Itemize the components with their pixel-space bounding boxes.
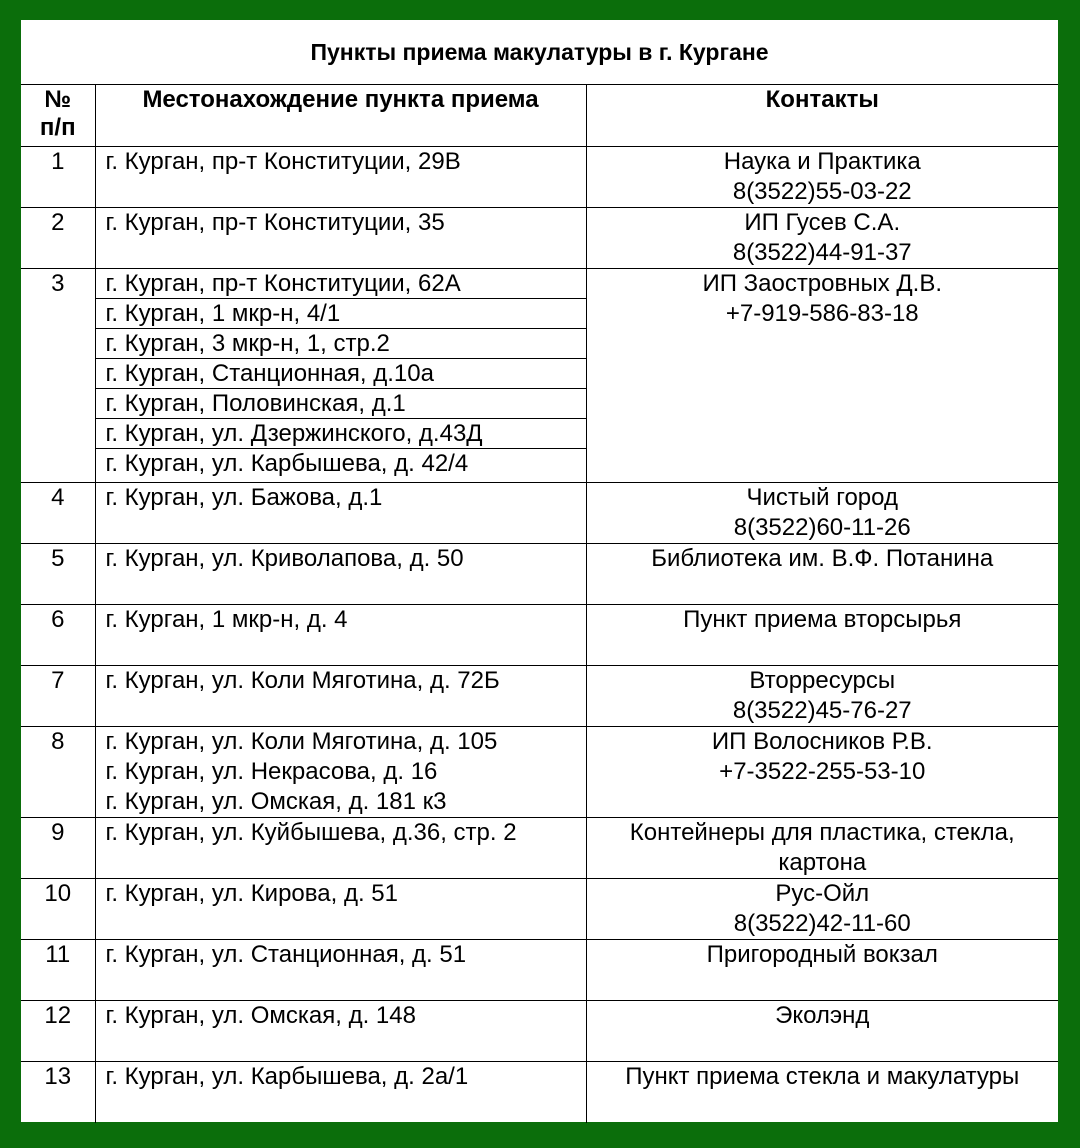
row-number: 1 xyxy=(21,147,95,208)
address-line: г. Курган, пр-т Конституции, 35 xyxy=(105,209,445,236)
document-sheet xyxy=(21,20,1058,1122)
table-row xyxy=(21,727,1058,818)
contact-line: +7-3522-255-53-10 xyxy=(719,758,926,785)
contact-line: Пригородный вокзал xyxy=(706,941,938,968)
table-row xyxy=(21,208,1058,269)
address-line: г. Курган, ул. Некрасова, д. 16 xyxy=(105,758,438,785)
table-row xyxy=(21,269,1058,483)
contact-line: 8(3522)55-03-22 xyxy=(732,178,912,205)
row-address-cell xyxy=(95,666,586,727)
contact-line: ИП Волосников Р.В. xyxy=(711,728,933,755)
row-address-cell xyxy=(95,1001,586,1062)
table-row xyxy=(21,605,1058,666)
address-line: г. Курган, ул. Коли Мяготина, д. 72Б xyxy=(105,667,500,694)
table-row xyxy=(21,1001,1058,1062)
header-number-line2: п/п xyxy=(39,114,76,141)
header-row xyxy=(21,85,1058,147)
row-address-cell xyxy=(95,269,586,483)
row-number: 10 xyxy=(21,879,95,940)
row-contact-cell xyxy=(586,879,1058,940)
table-row xyxy=(21,544,1058,605)
row-contact-cell xyxy=(586,940,1058,1001)
row-contact-cell xyxy=(586,208,1058,269)
contact-line: 8(3522)42-11-60 xyxy=(733,910,911,937)
table-row xyxy=(21,147,1058,208)
row-number: 12 xyxy=(21,1001,95,1062)
contact-line: ИП Заостровных Д.В. xyxy=(702,270,943,297)
row-address-cell xyxy=(95,147,586,208)
row-contact-cell xyxy=(586,269,1058,483)
row-address-cell xyxy=(95,727,586,818)
row-address-cell xyxy=(95,544,586,605)
contact-line: 8(3522)60-11-26 xyxy=(733,514,911,541)
contact-line: Вторресурсы xyxy=(749,667,896,694)
table-body xyxy=(21,147,1058,1123)
table-row xyxy=(21,1062,1058,1123)
contact-line: Контейнеры для пластика, стекла, xyxy=(629,819,1015,846)
row-address-cell xyxy=(95,940,586,1001)
address-line: г. Курган, ул. Дзержинского, д.43Д xyxy=(96,419,586,449)
address-line: г. Курган, ул. Омская, д. 181 к3 xyxy=(105,788,447,815)
row-number: 4 xyxy=(21,483,95,544)
contact-line: Пункт приема вторсырья xyxy=(683,606,962,633)
row-contact-cell xyxy=(586,147,1058,208)
column-header-location: Местонахождение пункта приема xyxy=(95,85,586,147)
column-header-number xyxy=(21,85,95,147)
address-line: г. Курган, пр-т Конституции, 62А xyxy=(96,269,586,299)
row-number: 3 xyxy=(21,269,95,483)
address-line: г. Курган, ул. Куйбышева, д.36, стр. 2 xyxy=(105,819,517,846)
contact-line: картона xyxy=(778,849,867,876)
contact-line: Чистый город xyxy=(746,484,898,511)
address-line: г. Курган, ул. Кирова, д. 51 xyxy=(105,880,398,907)
table-row xyxy=(21,940,1058,1001)
row-contact-cell xyxy=(586,666,1058,727)
address-line: г. Курган, 1 мкр-н, 4/1 xyxy=(96,299,586,329)
collection-points-table xyxy=(21,20,1058,1123)
row-number: 6 xyxy=(21,605,95,666)
row-address-cell xyxy=(95,879,586,940)
address-line: г. Курган, 3 мкр-н, 1, стр.2 xyxy=(96,329,586,359)
address-line: г. Курган, 1 мкр-н, д. 4 xyxy=(105,606,348,633)
contact-line: 8(3522)44-91-37 xyxy=(732,239,912,266)
row-contact-cell xyxy=(586,727,1058,818)
table-row xyxy=(21,666,1058,727)
row-address-cell xyxy=(95,1062,586,1123)
row-address-cell xyxy=(95,483,586,544)
row-contact-cell xyxy=(586,1062,1058,1123)
row-contact-cell xyxy=(586,483,1058,544)
contact-line: Наука и Практика xyxy=(723,148,921,175)
row-contact-cell xyxy=(586,818,1058,879)
row-address-cell xyxy=(95,208,586,269)
row-number: 9 xyxy=(21,818,95,879)
address-line: г. Курган, пр-т Конституции, 29В xyxy=(105,148,461,175)
address-line: г. Курган, ул. Омская, д. 148 xyxy=(105,1002,416,1029)
row-number: 5 xyxy=(21,544,95,605)
contact-line: ИП Гусев С.А. xyxy=(744,209,901,236)
address-line: г. Курган, ул. Карбышева, д. 42/4 xyxy=(105,450,469,477)
row-address-cell xyxy=(95,818,586,879)
contact-line: 8(3522)45-76-27 xyxy=(732,697,912,724)
address-line: г. Курган, ул. Криволапова, д. 50 xyxy=(105,545,464,572)
row-contact-cell xyxy=(586,1001,1058,1062)
address-line: г. Курган, ул. Коли Мяготина, д. 105 xyxy=(105,728,498,755)
row-contact-cell xyxy=(586,544,1058,605)
page-title: Пункты приема макулатуры в г. Кургане xyxy=(21,20,1058,85)
contact-line: Эколэнд xyxy=(775,1002,870,1029)
row-contact-cell xyxy=(586,605,1058,666)
address-line: г. Курган, Половинская, д.1 xyxy=(96,389,586,419)
row-number: 11 xyxy=(21,940,95,1001)
table-row xyxy=(21,879,1058,940)
row-number: 8 xyxy=(21,727,95,818)
title-row xyxy=(21,20,1058,85)
address-line: г. Курган, ул. Бажова, д.1 xyxy=(105,484,383,511)
contact-line: +7-919-586-83-18 xyxy=(725,300,919,327)
column-header-contacts: Контакты xyxy=(586,85,1058,147)
header-number-line1: № xyxy=(44,86,72,113)
address-line: г. Курган, ул. Станционная, д. 51 xyxy=(105,941,467,968)
row-number: 2 xyxy=(21,208,95,269)
contact-line: Рус-Ойл xyxy=(775,880,870,907)
address-line: г. Курган, Станционная, д.10а xyxy=(96,359,586,389)
row-address-cell xyxy=(95,605,586,666)
address-line: г. Курган, ул. Карбышева, д. 2а/1 xyxy=(105,1063,469,1090)
row-number: 13 xyxy=(21,1062,95,1123)
contact-line: Библиотека им. В.Ф. Потанина xyxy=(651,545,994,572)
table-row xyxy=(21,818,1058,879)
contact-line: Пункт приема стекла и макулатуры xyxy=(625,1063,1020,1090)
table-row xyxy=(21,483,1058,544)
row-number: 7 xyxy=(21,666,95,727)
